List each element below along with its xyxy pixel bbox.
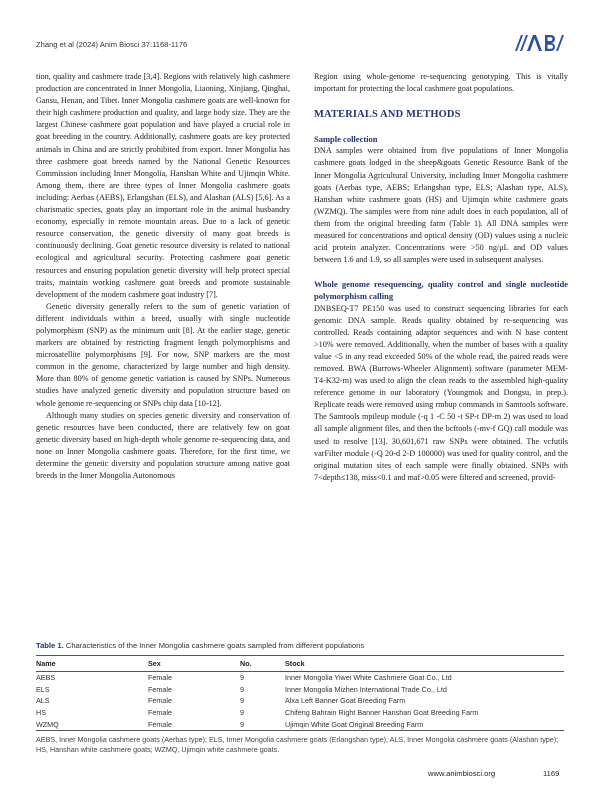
table-header-stock: Stock bbox=[285, 656, 564, 672]
table-caption-text: Characteristics of the Inner Mongolia cashmere goats sampled from different populations bbox=[65, 641, 365, 650]
table-grid bbox=[36, 655, 564, 731]
table-cell-name: ELS bbox=[36, 684, 50, 694]
table-cell-name: ALS bbox=[36, 696, 50, 706]
subsection-heading-resequencing: Whole genome resequencing, quality control and single nucleotide polymorphism calling bbox=[314, 279, 568, 302]
table-cell-no: 9 bbox=[240, 696, 244, 706]
table-1 bbox=[36, 641, 564, 756]
right-intro-paragraph: Region using whole-genome re-sequencing genotyping. This is vitally important for protecting the local cashmere goat populations. bbox=[314, 72, 568, 94]
table-cell-stock: Inner Mongolia Mizhen International Trade Co., Ltd bbox=[285, 684, 447, 694]
table-cell-no: 9 bbox=[240, 718, 285, 730]
table-cell-sex: Female bbox=[148, 708, 172, 718]
running-header-citation: Zhang et al (2024) Anim Biosci 37:1168-1176 bbox=[36, 40, 188, 49]
table-cell-sex: Female bbox=[148, 696, 172, 706]
table-row bbox=[36, 672, 564, 684]
table-row bbox=[36, 684, 564, 696]
section-heading-materials-methods: MATERIALS AND METHODS bbox=[314, 109, 461, 121]
table-cell-name: HS bbox=[36, 708, 46, 718]
footer-journal-url[interactable]: www.animbiosci.org bbox=[428, 769, 496, 778]
table-header-row bbox=[36, 656, 564, 672]
table-cell-no: 9 bbox=[240, 684, 244, 694]
table-caption bbox=[36, 641, 564, 650]
table-cell-name: AEBS bbox=[36, 673, 56, 683]
left-paragraph-3: Although many studies on species genetic diversity and conservation of genetic resources have been conducted, there are relatively few on goat genetic diversity based on high-depth whole genome re-sequencing data, and none on Inner Mongolia cashmere goats. Therefore, for the first time, we determine the genetic diversity and population structure among native goat breeds in the Inner Mongolia Autonomous bbox=[36, 410, 290, 481]
resequencing-text: DNBSEQ-T7 PE150 was used to construct sequencing libraries for each genomic DNA sample. Reads quality obtained by re-sequencing was controlled. Reads containing adaptor sequences and with N base content >10% were removed. Additionally, when the number of bases with a quality value <5 in any read exceeded 50% of the whole read, the paired reads were removed. BWA (Burrows-Wheeler Alignment) software (parameter MEM-T4-K32-m) was used to align the clean reads to the assembled high-quality reference genome in our laboratory (Youngmok and Dongsu, in prep.). Replicate reads were removed using rmbup commands in Samtools software. The Samtools mpileup module (-q 1 -C 50 -t SP-t DP-m 2) was used to load all sample alignment files, and then the bcftools (-mv-f GQ) call module was used to resolve [13]. 30,601,671 raw SNPs were obtained. The vcfutils varFilter module (-Q 20-d 2-D 100000) was used for quality control, and the original mutation sites of each sample were finally obtained. SNPs with 7<depth≤138, miss<0.1 and maf>0.05 were filtered and screened, provid- bbox=[314, 303, 568, 482]
table-header-sex: Sex bbox=[148, 656, 240, 672]
right-column bbox=[314, 71, 568, 484]
table-cell-stock: Chifeng Bahrain Right Banner Hanshan Goat Breeding Farm bbox=[285, 708, 479, 718]
subsection-heading-sample-collection: Sample collection bbox=[314, 134, 378, 145]
table-label: Table 1. bbox=[36, 641, 64, 650]
table-cell-stock: Inner Mongolia Yiwei White Cashmere Goat Co., Ltd bbox=[285, 673, 452, 683]
page-number: 1169 bbox=[543, 769, 560, 778]
table-cell-stock: Alxa Left Banner Goat Breeding Farm bbox=[285, 696, 406, 706]
table-cell-stock: Ujimqin White Goat Original Breeding Farm bbox=[285, 718, 564, 730]
table-cell-no: 9 bbox=[240, 708, 244, 718]
table-header-no: No. bbox=[240, 656, 285, 672]
table-cell-no: 9 bbox=[240, 673, 244, 683]
sample-collection-text: DNA samples were obtained from five populations of Inner Mongolia cashmere goats lodged in the sheep&goats Genetic Resource Bank of the Inner Mongolia Agricultural University, including Inner Mongolia cashmere goats (Aerbas type, AEBS; Erlangshan type, ELS; Alashan type, ALS), Hanshan white cashmere goats (HS) and Ujimqin white cashmere goats (WZMQ). The samples were from nine adult does in each population, all of them from the original breeding farm (Table 1). All DNA samples were measured for concentrations and optical density (OD) values using a nucleic acid protein analyzer. Concentrations were >50 ng/μL and OD values between 1.6 and 1.9, so all samples were used in subsequent analyses. bbox=[314, 146, 568, 265]
left-column bbox=[36, 71, 290, 482]
left-paragraph-1: tion, quality and cashmere trade [3,4]. Regions with relatively high cashmere production are concentrated in Inner Mongolia, Liaoning, Xinjiang, Qinghai, Gansu, Henan, and Tibet. Inner Mongolia cashmere goats are well-known for their high cashmere production and quality, and large body size. They are the largest Chinese cashmere goat population and have played a crucial role in goat breeding in the country. Additionally, cashmere goats are key protected animals in China and are strictly prohibited from export. Inner Mongolia has three cashmere goat breeds named by the National Genetic Resources Commission including Inner Mongolia, Hanshan White and Ujimqin White. Among them, there are three types of Inner Mongolia cashmere goats including: Aerbas (AEBS), Erlangshan (ELS), and Alashan (ALS) [5,6]. As a charismatic species, goats play an important role in the animal husbandry economy, especially in remote mountain areas. Due to a lack of genetic resource conservation, the genetic diversity of many goat breeds is continuously declining. Goat genetic resource diversity is related to national ecological and agricultural security. Protecting cashmere goat genetic resources and ensuring population genetic diversity will help protect special traits, maintain working cashmere goat breeds and promote sustainable development of the modern cashmere goat industry [7]. bbox=[36, 72, 290, 299]
table-cell-name: WZMQ bbox=[36, 718, 148, 730]
left-paragraph-2: Genetic diversity generally refers to the sum of genetic variation of different individuals within a breed, usually with single nucleotide polymorphism (SNP) as the minimum unit [8]. At the earlier stage, genetic markers are obtained by restricting fragment length polymorphisms and microsatellite polymorphisms [9]. For now, SNP markers are the most common in the genome, characterized by large number and high density. More than 80% of genome genetic variation is caused by SNPs. Numerous studies have analyzed genetic diversity and population structure based on whole genome re-sequencing or SNPs chip data [10-12]. bbox=[36, 301, 290, 408]
journal-logo-mark bbox=[515, 35, 564, 51]
table-cell-sex: Female bbox=[148, 673, 172, 683]
table-cell-sex: Female bbox=[148, 718, 240, 730]
table-row bbox=[36, 707, 564, 719]
table-cell-sex: Female bbox=[148, 684, 172, 694]
table-footnote: AEBS, Inner Mongolia cashmere goats (Aerbas type); ELS, Inner Mongolia cashmere goats (Erlangshan type); ALS, Inner Mongolia cashmere goats (Alashan type); HS, Hanshan white cashmere goats; WZMQ, Ujimqin white cashmere goats. bbox=[36, 734, 559, 755]
table-header-name: Name bbox=[36, 656, 148, 672]
table-row bbox=[36, 718, 564, 730]
journal-logo bbox=[513, 34, 565, 52]
table-row bbox=[36, 695, 564, 707]
